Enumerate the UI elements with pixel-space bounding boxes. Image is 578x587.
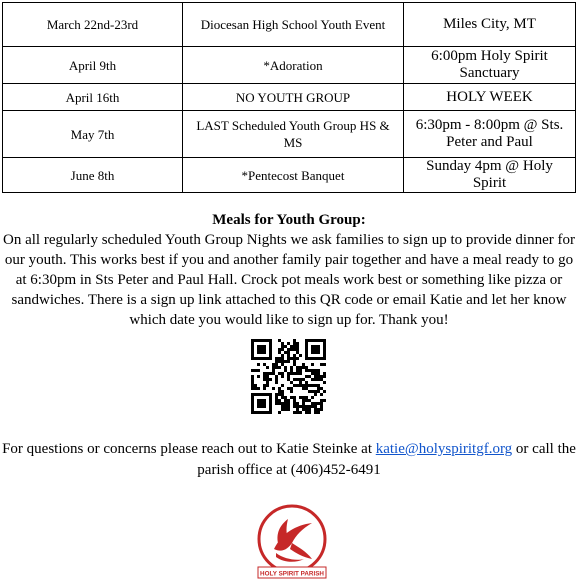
table-row: [3, 47, 576, 84]
logo-text: HOLY SPIRIT PARISH: [260, 570, 324, 578]
details-cell: 6:00pm Holy Spirit Sanctuary: [404, 47, 576, 84]
meals-body: On all regularly scheduled Youth Group Nights we ask families to sign up to provide dinner for our youth. This works best if you and another family pair together and have a meal ready to go at 6:30pm in Sts Peter and Paul Hall. Crock pot meals work best or something like pizza or sandwiches. There is a sign up link attached to this QR code or email Katie and let her know which date you would like to sign up for. Thank you!: [3, 232, 575, 328]
details-cell: 6:30pm - 8:00pm @ Sts. Peter and Paul: [404, 111, 576, 158]
parish-logo: [252, 503, 332, 583]
contact-suffix: or call the parish office at (406)452-6491: [197, 441, 576, 478]
date-cell: May 7th: [3, 111, 183, 158]
date-cell: March 22nd-23rd: [3, 3, 183, 47]
table-row: [3, 84, 576, 111]
meals-heading: Meals for Youth Group:: [212, 212, 366, 228]
event-cell: *Pentecost Banquet: [183, 158, 404, 193]
event-cell: *Adoration: [183, 47, 404, 84]
schedule-table: [2, 2, 576, 193]
contact-section: [0, 439, 578, 481]
event-cell: Diocesan High School Youth Event: [183, 3, 404, 47]
table-row: [3, 111, 576, 158]
details-cell: Sunday 4pm @ Holy Spirit: [404, 158, 576, 193]
qr-code-icon[interactable]: [251, 339, 326, 414]
details-cell: Miles City, MT: [404, 3, 576, 47]
email-link[interactable]: katie@holyspiritgf.org: [375, 441, 513, 457]
date-cell: April 16th: [3, 84, 183, 111]
details-cell: HOLY WEEK: [404, 84, 576, 111]
contact-prefix: For questions or concerns please reach out to Katie Steinke at: [2, 441, 376, 457]
event-cell: NO YOUTH GROUP: [183, 84, 404, 111]
table-row: [3, 3, 576, 47]
table-row: [3, 158, 576, 193]
date-cell: June 8th: [3, 158, 183, 193]
event-cell: LAST Scheduled Youth Group HS & MS: [183, 111, 404, 158]
meals-section: [0, 210, 578, 330]
dove-icon: [274, 519, 312, 562]
date-cell: April 9th: [3, 47, 183, 84]
